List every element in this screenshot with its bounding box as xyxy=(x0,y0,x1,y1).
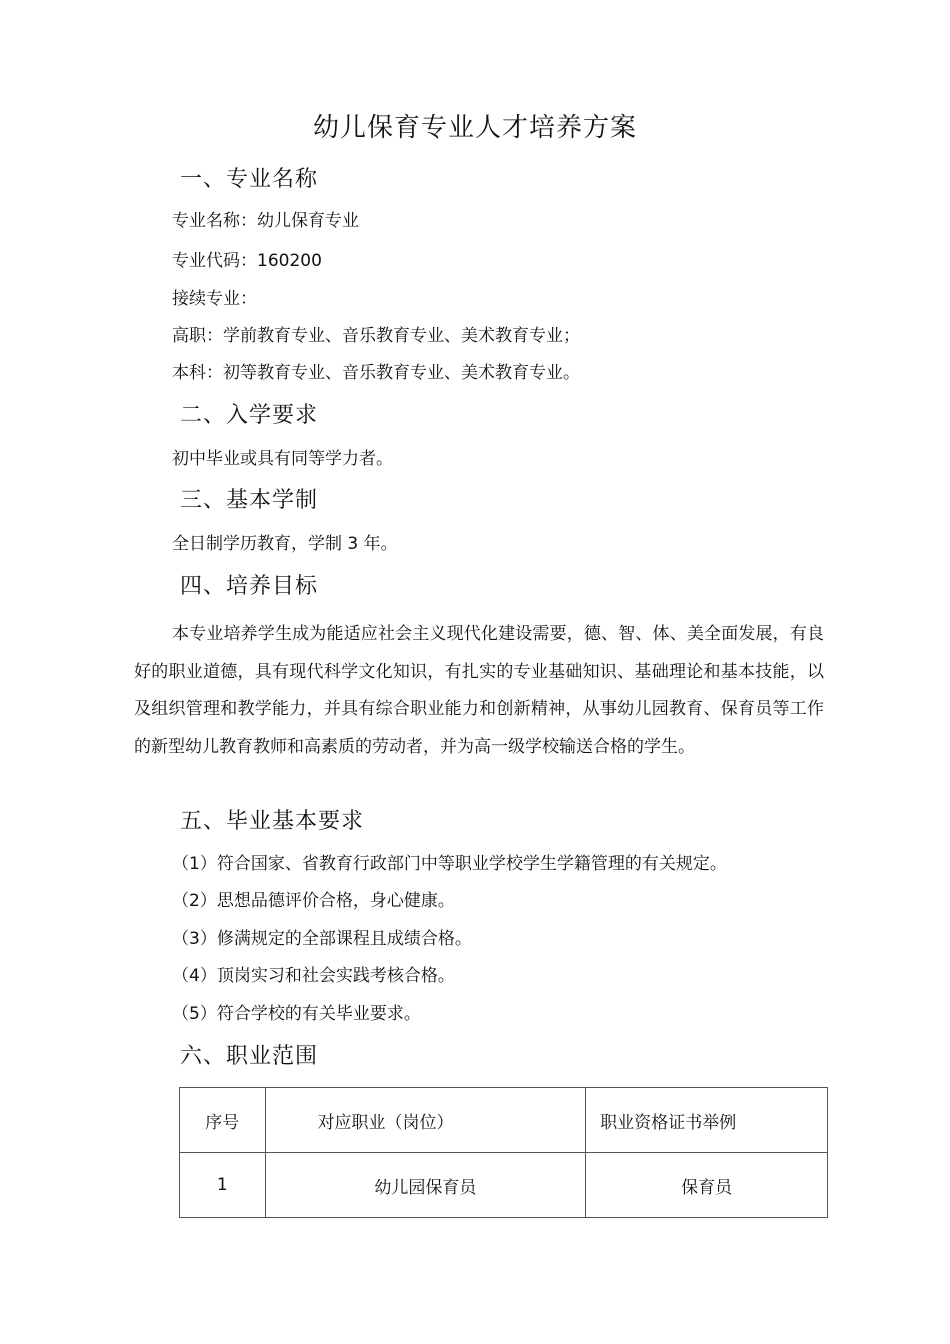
section-heading-1: 一、专业名称 xyxy=(180,167,319,192)
header-cell-occupation: 对应职业（岗位） xyxy=(265,1088,586,1153)
table-row xyxy=(180,1153,828,1218)
header-cell-index: 序号 xyxy=(180,1088,266,1153)
requirement-item: （4）顶岗实习和社会实践考核合格。 xyxy=(172,966,455,986)
cell-index: 1 xyxy=(180,1153,266,1218)
section-heading-6: 六、职业范围 xyxy=(180,1044,319,1069)
admission-text: 初中毕业或具有同等学力者。 xyxy=(172,449,393,469)
requirement-item: （5）符合学校的有关毕业要求。 xyxy=(172,1004,421,1024)
cell-certificate: 保育员 xyxy=(586,1153,828,1218)
major-name-line: 专业名称：幼儿保育专业 xyxy=(172,211,359,231)
table-header-row xyxy=(180,1088,828,1153)
document-title: 幼儿保育专业人才培养方案 xyxy=(312,113,637,143)
section-heading-4: 四、培养目标 xyxy=(180,574,319,599)
vocational-college-line: 高职：学前教育专业、音乐教育专业、美术教育专业； xyxy=(172,326,580,346)
duration-text: 全日制学历教育，学制 3 年。 xyxy=(172,534,398,554)
requirement-item: （3）修满规定的全部课程且成绩合格。 xyxy=(172,929,472,949)
career-scope-table xyxy=(179,1087,828,1218)
header-cell-certificate: 职业资格证书举例 xyxy=(586,1088,828,1153)
section-heading-2: 二、入学要求 xyxy=(180,403,319,428)
major-code-line: 专业代码：160200 xyxy=(172,251,322,271)
requirement-item: （1）符合国家、省教育行政部门中等职业学校学生学籍管理的有关规定。 xyxy=(172,854,727,874)
section-heading-3: 三、基本学制 xyxy=(180,488,319,513)
undergraduate-line: 本科：初等教育专业、音乐教育专业、美术教育专业。 xyxy=(172,363,580,383)
training-goal-paragraph: 本专业培养学生成为能适应社会主义现代化建设需要，德、智、体、美全面发展，有良好的职业道德，具有现代科学文化知识，有扎实的专业基础知识、基础理论和基本技能，以及组织管理和教学能力，并具有综合职业能力和创新精神，从事幼儿园教育、保育员等工作的新型幼儿教育教师和高素质的劳动者，并为高一级学校输送合格的学生。 xyxy=(134,624,824,757)
cell-occupation: 幼儿园保育员 xyxy=(265,1153,586,1218)
continuation-label: 接续专业： xyxy=(172,289,257,309)
section-heading-5: 五、毕业基本要求 xyxy=(180,809,365,834)
requirement-item: （2）思想品德评价合格，身心健康。 xyxy=(172,891,455,911)
